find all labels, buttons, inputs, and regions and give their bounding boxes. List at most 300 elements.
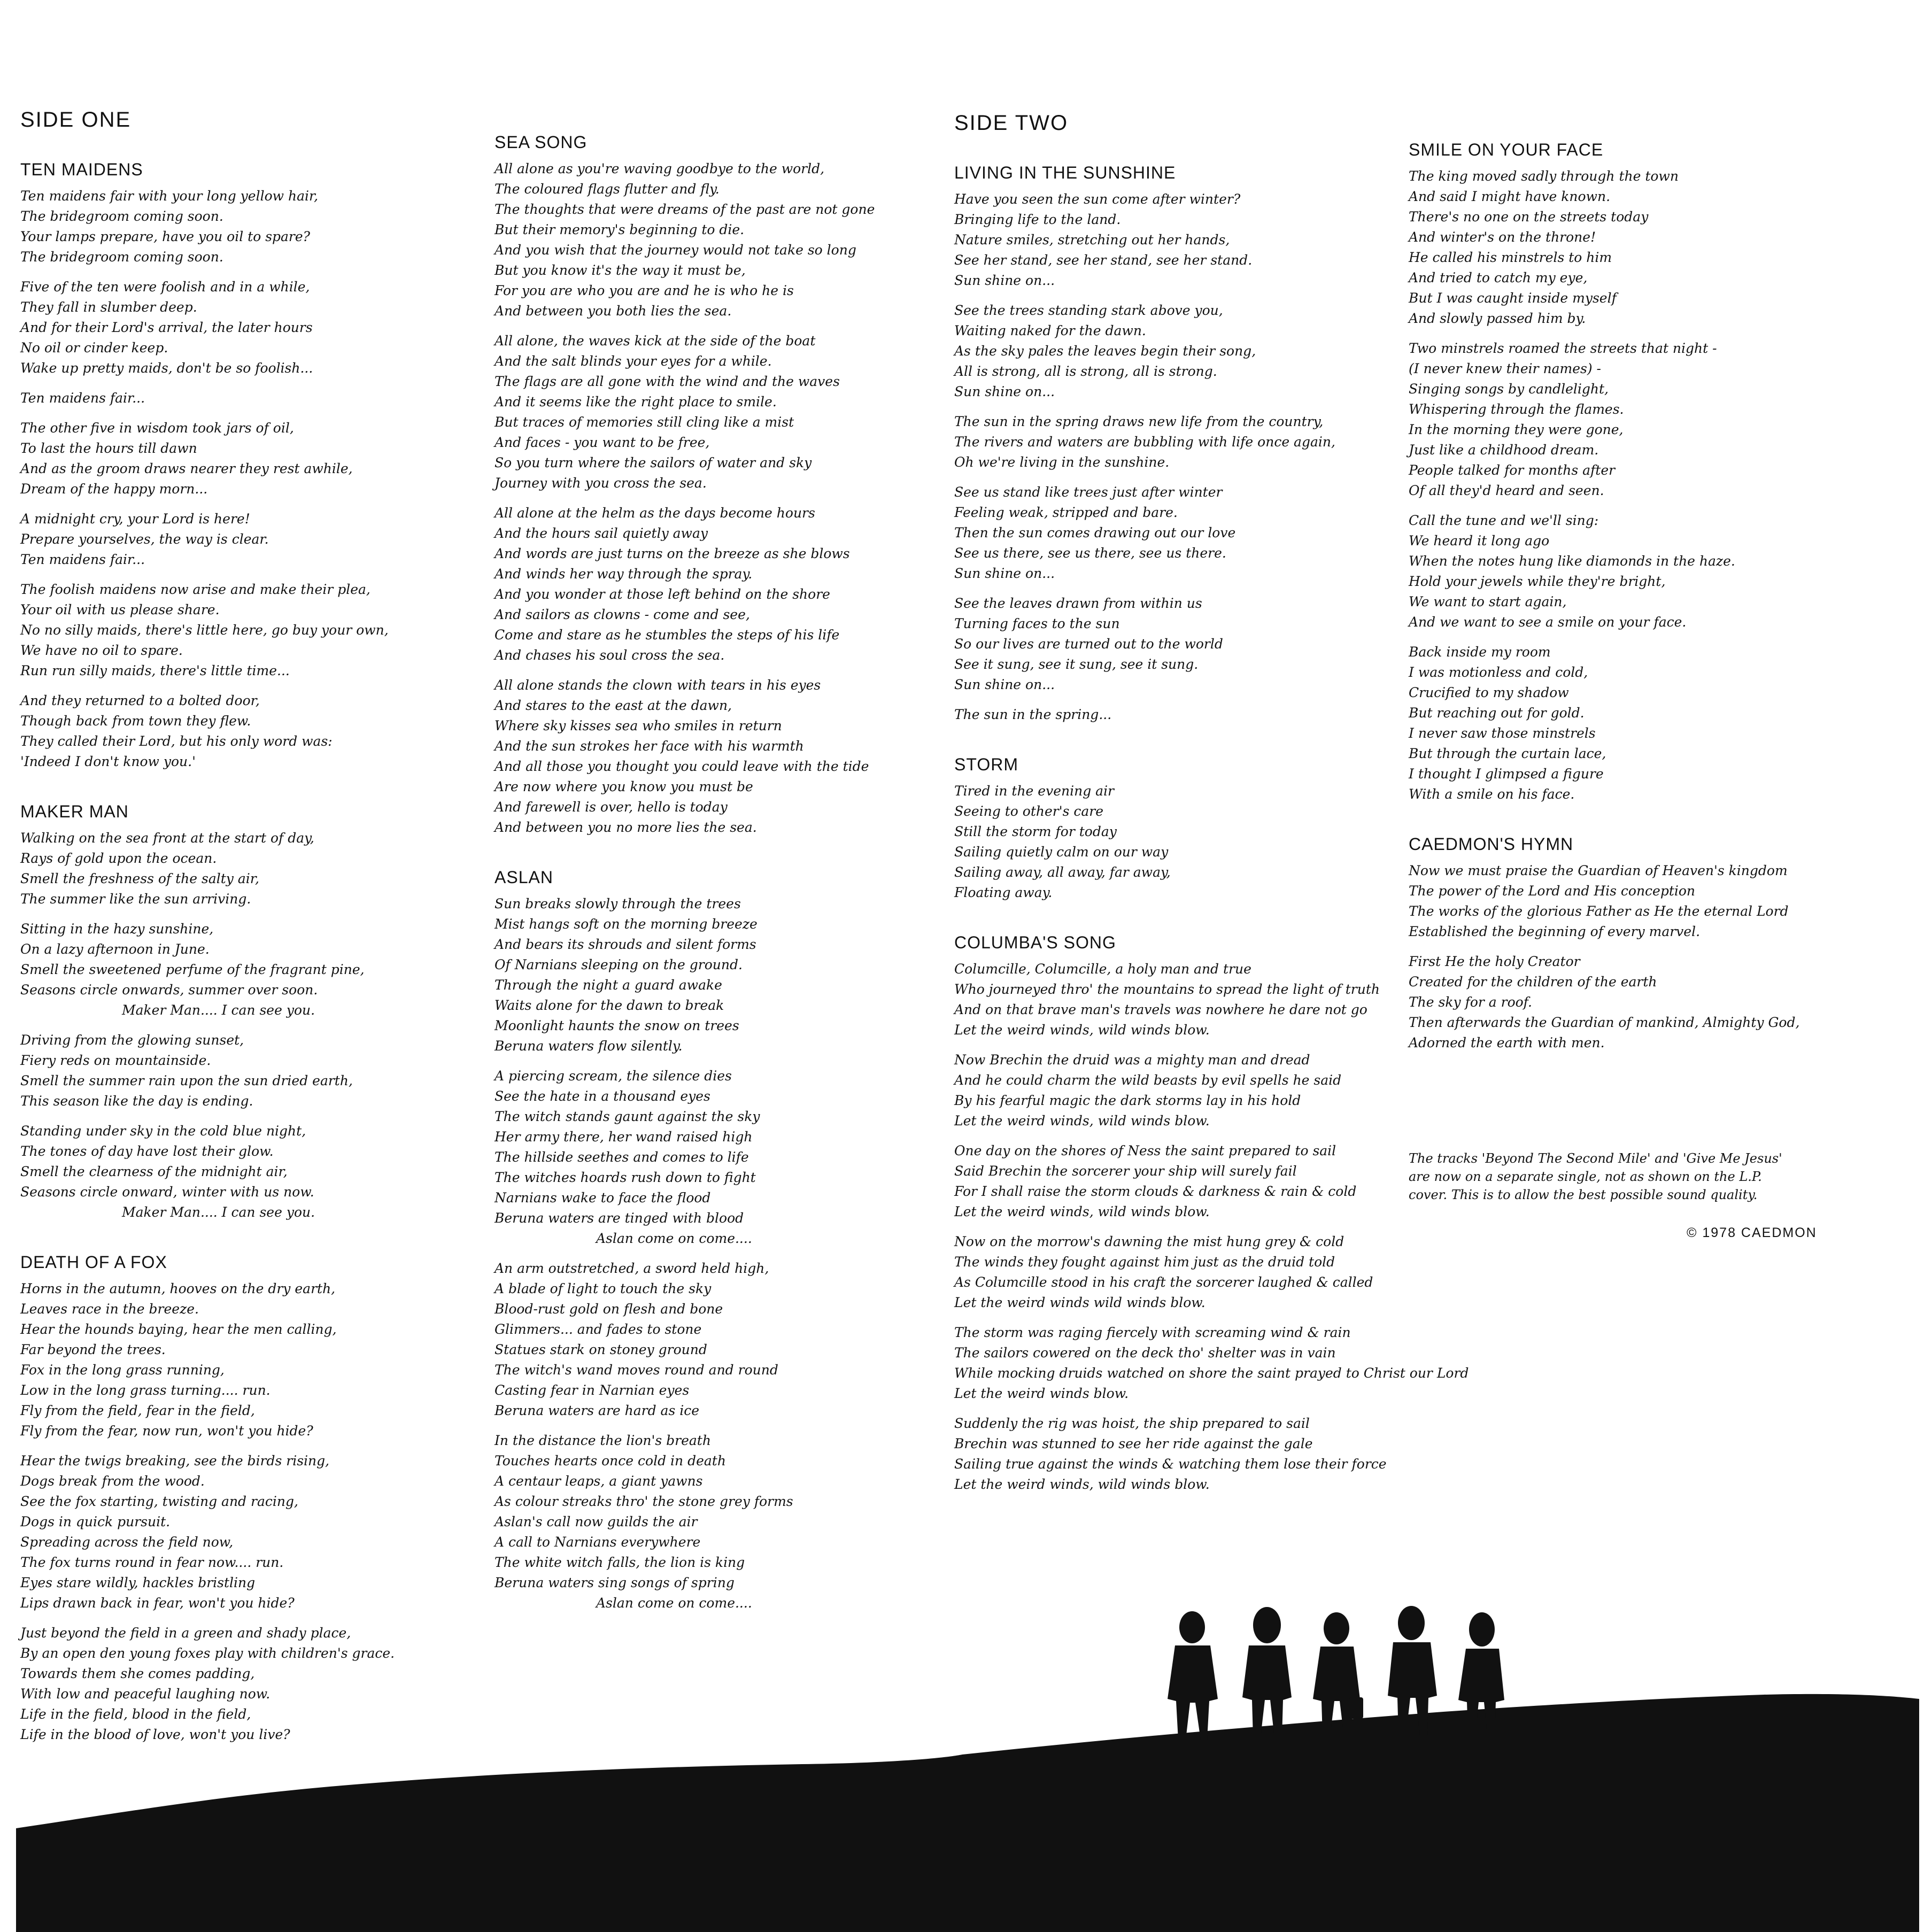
lyric-line: We have no oil to spare. [20,643,183,658]
lyric-line: And they returned to a bolted door, [20,693,260,708]
stanza [20,579,395,681]
stanza [954,412,1469,473]
lyric-line: Are now where you know you must be [494,779,753,794]
lyric-line: Sun shine on... [954,273,1055,288]
lyric-line: But you know it's the way it must be, [494,262,746,278]
lyric-line: Call the tune and we'll sing: [1409,513,1599,528]
lyric-line: Smell the freshness of the salty air, [20,871,259,886]
lyric-line: First He the holy Creator [1409,954,1580,969]
lyric-line: All is strong, all is strong, all is strong. [954,364,1217,379]
stanza [954,705,1469,725]
stanza [20,1121,395,1223]
lyric-line: And farewell is over, hello is today [494,799,728,815]
stanza [1409,642,1817,805]
lyric-line: And on that brave man's travels was nowhere he dare not go [954,1002,1367,1017]
lyric-line: Towards them she comes padding, [20,1666,255,1681]
lyric-line: All alone as you're waving goodbye to the world, [494,161,825,176]
lyric-line: Mist hangs soft on the morning breeze [494,916,758,932]
lyric-line: To last the hours till dawn [20,441,197,456]
lyric-line: The summer like the sun arriving. [20,891,251,907]
lyric-line: Seasons circle onward, winter with us now. [20,1184,314,1200]
lyric-line: Then afterwards the Guardian of mankind, Almighty God, [1409,1015,1800,1030]
stanza [20,691,395,772]
lyric-line: The foolish maidens now arise and make their plea, [20,582,370,597]
lyric-line: See the trees standing stark above you, [954,303,1223,318]
lyric-line: Of all they'd heard and seen. [1409,483,1604,498]
lyric-line: Beruna waters sing songs of spring [494,1575,735,1590]
lyric-line: All alone, the waves kick at the side of the boat [494,333,816,349]
lyric-line: Your lamps prepare, have you oil to spare? [20,229,311,244]
side-two-column-2 [1409,140,1817,1241]
lyric-line: Touches hearts once cold in death [494,1453,726,1469]
lyric-line: Blood-rust gold on flesh and bone [494,1301,723,1317]
song-maker-man [20,802,395,1223]
lyric-line: Casting fear in Narnian eyes [494,1382,690,1398]
lyric-line: The sun in the spring... [954,707,1112,722]
lyric-line: Her army there, her wand raised high [494,1129,753,1145]
lyric-line: Sailing quietly calm on our way [954,844,1169,860]
lyric-line: Life in the blood of love, won't you live? [20,1727,290,1742]
lyric-line: See us stand like trees just after winter [954,484,1223,500]
stanza [494,331,875,493]
stanza [954,300,1469,402]
lyric-line: Smell the clearness of the midnight air, [20,1164,288,1179]
lyric-line: Floating away. [954,885,1053,900]
lyric-line: Still the storm for today [954,824,1117,839]
lyric-line: Back inside my room [1409,644,1551,660]
lyric-line: Seeing to other's care [954,803,1104,819]
lyric-line: For you are who you are and he is who he is [494,283,794,298]
lyric-line: Sun shine on... [954,384,1055,399]
lyric-line: And tried to catch my eye, [1409,270,1588,285]
lyric-line: (I never knew their names) - [1409,361,1601,376]
lyric-line: We heard it long ago [1409,533,1550,548]
lyric-line: And between you no more lies the sea. [494,820,757,835]
stanza [494,159,875,321]
stanza [494,675,875,838]
lyric-line: Sailing true against the winds & watching them lose their force [954,1456,1387,1472]
song-title: COLUMBA'S SONG [954,933,1116,952]
lyric-line: Though back from town they flew. [20,713,251,729]
song-title: MAKER MAN [20,802,129,821]
lyric-line: Let the weird winds blow. [954,1386,1129,1401]
lyric-line: They fall in slumber deep. [20,299,197,315]
lyric-line: See the hate in a thousand eyes [494,1088,710,1104]
lyric-line: Dream of the happy morn... [20,481,208,497]
lyric-line: Smell the sweetened perfume of the fragrant pine, [20,962,365,977]
figure-1 [1168,1611,1218,1740]
stanza [954,959,1469,1040]
lyric-line: Five of the ten were foolish and in a while, [20,279,310,295]
lyric-line: No no silly maids, there's little here, go buy your own, [20,622,389,638]
figure-2 [1242,1607,1292,1737]
lyric-line: This season like the day is ending. [20,1093,253,1109]
lyric-line: And winds her way through the spray. [494,566,753,582]
stanza [954,1323,1469,1404]
lyric-line: And the sun strokes her face with his warmth [494,738,804,754]
lyric-line: And chases his soul cross the sea. [494,647,725,663]
side-heading: SIDE TWO [954,111,1069,135]
lyric-line: The sun in the spring draws new life from the country, [954,414,1324,429]
lyric-line: Now we must praise the Guardian of Heaven's kingdom [1409,863,1788,878]
lyric-line: A piercing scream, the silence dies [494,1068,732,1084]
lyric-line: Nature smiles, stretching out her hands, [954,232,1230,248]
lyric-line: And between you both lies the sea. [494,303,732,319]
lyric-line: Sitting in the hazy sunshine, [20,921,214,937]
lyric-line: And the hours sail quietly away [494,525,708,541]
lyric-line: See her stand, see her stand, see her stand. [954,252,1253,268]
stanza [494,1066,875,1249]
lyric-line: Journey with you cross the sea. [494,475,707,491]
lyric-line: Lips drawn back in fear, won't you hide? [20,1595,295,1611]
stanza [1409,338,1817,501]
song-columba-s-song [954,933,1469,1495]
lyric-line: Narnians wake to face the flood [494,1190,711,1205]
lyric-line: Brechin was stunned to see her ride against the gale [954,1436,1313,1451]
lyric-line: The tones of day have lost their glow. [20,1143,274,1159]
stanza [494,1258,875,1421]
lyric-line: Just beyond the field in a green and shady place, [20,1625,351,1641]
lyric-line: Sun shine on... [954,566,1055,581]
lyric-line: All alone stands the clown with tears in his eyes [494,677,821,693]
figure-3 [1313,1612,1363,1736]
lyric-line: Beruna waters are hard as ice [494,1403,700,1418]
lyric-line: The witch's wand moves round and round [494,1362,778,1378]
lyric-line: And it seems like the right place to smile. [494,394,777,409]
note-line: cover. This is to allow the best possible sound quality. [1409,1187,1758,1202]
stanza [954,1232,1469,1313]
song-living-in-the-sunshine [954,163,1469,725]
lyric-line: And he could charm the wild beasts by evil spells he said [954,1072,1342,1088]
lyric-line: The sailors cowered on the deck tho' shelter was in vain [954,1345,1336,1361]
lyric-line: Moonlight haunts the snow on trees [494,1018,739,1033]
lyric-line: With low and peaceful laughing now. [20,1686,271,1702]
lyric-line: By an open den young foxes play with children's grace. [20,1645,395,1661]
lyric-line: Fly from the field, fear in the field, [20,1403,255,1418]
lyric-line: Come and stare as he stumbles the steps of his life [494,627,840,643]
lyric-line: Adorned the earth with men. [1409,1035,1605,1050]
stanza [20,388,395,408]
lyric-line: He called his minstrels to him [1409,250,1612,265]
lyric-line: For I shall raise the storm clouds & darkness & rain & cold [954,1184,1357,1199]
lyric-line: Beruna waters are tinged with blood [494,1210,744,1226]
stanza [20,1451,395,1613]
lyric-line: The coloured flags flutter and fly. [494,181,720,197]
lyric-line: While mocking druids watched on shore the saint prayed to Christ our Lord [954,1365,1469,1381]
stanza [954,1141,1469,1222]
lyric-line: Hold your jewels while they're bright, [1409,574,1666,589]
lyric-line: Where sky kisses sea who smiles in return [494,718,782,733]
lyric-line: Eyes stare wildly, hackles bristling [20,1575,256,1590]
lyric-line: Fly from the fear, now run, won't you hide? [20,1423,313,1439]
lyric-line: Let the weird winds, wild winds blow. [954,1204,1210,1219]
stanza [20,186,395,267]
lyric-line: Aslan's call now guilds the air [494,1514,698,1529]
lyric-line: Through the night a guard awake [494,977,722,993]
song-title: SMILE ON YOUR FACE [1409,140,1604,159]
song-title: SEA SONG [494,133,588,152]
lyric-line: Aslan come on come.... [596,1595,752,1611]
stanza [1409,952,1817,1053]
side-two-column [954,111,1469,1525]
lyric-line: And all those you thought you could leave with the tide [494,759,869,774]
lyric-line: Now Brechin the druid was a mighty man and dread [954,1052,1310,1068]
lyric-line: And you wonder at those left behind on the shore [494,586,830,602]
lyric-line: Low in the long grass turning.... run. [20,1382,271,1398]
lyric-line: The power of the Lord and His conception [1409,883,1696,899]
lyric-line: Rays of gold upon the ocean. [20,851,217,866]
lyric-line: One day on the shores of Ness the saint prepared to sail [954,1143,1336,1158]
lyric-line: Smell the summer rain upon the sun dried earth, [20,1073,353,1088]
lyric-line: Just like a childhood dream. [1409,442,1599,458]
lyric-line: Bringing life to the land. [954,212,1121,227]
song-caedmon-s-hymn [1409,834,1817,1053]
lyric-line: Let the weird winds, wild winds blow. [954,1477,1210,1492]
lyric-line: See the fox starting, twisting and racing, [20,1494,298,1509]
lyric-line: See it sung, see it sung, see it sung. [954,656,1199,672]
lyric-line: Walking on the sea front at the start of day, [20,830,314,846]
lyric-line: I was motionless and cold, [1409,664,1588,680]
lyric-line: And stares to the east at the dawn, [494,698,732,713]
lyric-line: But I was caught inside myself [1409,290,1617,306]
side-heading: SIDE ONE [20,108,132,132]
stanza [494,1431,875,1613]
lyric-line: People talked for months after [1409,462,1616,478]
stanza [20,277,395,378]
lyric-line: And the salt blinds your eyes for a while. [494,353,772,369]
lyric-line: Hear the hounds baying, hear the men calling, [20,1322,337,1337]
lyric-line: We want to start again, [1409,594,1567,609]
lyric-line: Spreading across the field now, [20,1534,234,1550]
lyric-line: But through the curtain lace, [1409,746,1606,761]
lyric-line: And winter's on the throne! [1409,229,1596,245]
lyric-line: And as the groom draws nearer they rest awhile, [20,461,353,476]
lyric-line: Ten maidens fair with your long yellow hair, [20,188,319,204]
lyric-line: But traces of memories still cling like a mist [494,414,794,430]
lyric-line: Let the weird winds, wild winds blow. [954,1113,1210,1129]
lyric-line: A blade of light to touch the sky [494,1281,712,1296]
lyric-line: With a smile on his face. [1409,786,1575,802]
stanza [954,781,1469,903]
lyric-line: The hillside seethes and comes to life [494,1149,749,1165]
lyric-line: The bridegroom coming soon. [20,208,223,224]
lyric-line: So you turn where the sailors of water and sky [494,455,812,470]
note-line: are now on a separate single, not as shown on the L.P. [1409,1169,1762,1184]
stanza [494,894,875,1056]
lyric-line: Sailing away, all away, far away, [954,864,1171,880]
lyric-line: Have you seen the sun come after winter? [954,191,1241,207]
lyric-line: Fox in the long grass running, [20,1362,225,1378]
lyric-line: Waits alone for the dawn to break [494,998,724,1013]
lyric-line: Dogs in quick pursuit. [20,1514,171,1529]
lyric-line: Maker Man.... I can see you. [122,1002,315,1018]
lyric-line: Beruna waters flow silently. [494,1038,683,1054]
lyric-line: Statues stark on stoney ground [494,1342,707,1357]
lyric-line: And you wish that the journey would not take so long [494,242,856,258]
copyright-notice: © 1978 CAEDMON [1687,1225,1817,1240]
lyric-line: On a lazy afternoon in June. [20,941,210,957]
lyric-line: I thought I glimpsed a figure [1409,766,1604,782]
lyric-line: The witches hoards rush down to fight [494,1170,756,1185]
lyric-line: By his fearful magic the dark storms lay in his hold [954,1093,1301,1108]
lyric-line: Sun breaks slowly through the trees [494,896,741,911]
lyric-line: Oh we're living in the sunshine. [954,454,1170,470]
song-aslan [494,868,875,1613]
lyric-line: Hear the twigs breaking, see the birds rising, [20,1453,330,1469]
lyric-line: No oil or cinder keep. [20,340,168,356]
stanza [20,509,395,570]
side-one-column [20,108,395,1775]
lyric-line: A midnight cry, your Lord is here! [20,511,250,527]
stanza [954,1050,1469,1131]
lyric-line: Seasons circle onwards, summer over soon. [20,982,318,998]
lyric-line: And bears its shrouds and silent forms [494,937,756,952]
lyric-line: An arm outstretched, a sword held high, [494,1261,769,1276]
lyric-line: The other five in wisdom took jars of oil, [20,420,294,436]
lyric-line: Established the beginning of every marvel. [1409,924,1701,939]
lyric-line: As colour streaks thro' the stone grey forms [494,1494,793,1509]
stanza [1409,166,1817,329]
stanza [20,919,395,1021]
lyric-line: Crucified to my shadow [1409,685,1569,700]
lyric-line: Let the weird winds, wild winds blow. [954,1022,1210,1038]
song-title: ASLAN [494,868,553,887]
stanza [1409,511,1817,632]
lyric-line: Horns in the autumn, hooves on the dry earth, [20,1281,336,1296]
lyric-line: The thoughts that were dreams of the past are not gone [494,202,875,217]
lyric-line: In the morning they were gone, [1409,422,1624,437]
song-title: LIVING IN THE SUNSHINE [954,163,1176,182]
lyric-line: All alone at the helm as the days become hours [494,505,815,521]
song-sea-song [494,133,875,838]
stanza [1409,861,1817,942]
lyric-line: Suddenly the rig was hoist, the ship prepared to sail [954,1416,1310,1431]
band-silhouette-illustration [0,1604,1932,1932]
lyric-line: Singing songs by candlelight, [1409,381,1609,397]
lyric-line: 'Indeed I don't know you.' [20,754,196,769]
song-storm [954,755,1469,903]
lyric-line: The white witch falls, the lion is king [494,1555,745,1570]
song-title: CAEDMON'S HYMN [1409,834,1574,854]
song-title: TEN MAIDENS [20,160,143,179]
lyric-line: Far beyond the trees. [20,1342,166,1357]
lyric-line: Maker Man.... I can see you. [122,1204,315,1220]
lyric-line: Two minstrels roamed the streets that night - [1409,341,1717,356]
lyric-line: The storm was raging fiercely with screaming wind & rain [954,1325,1351,1340]
lyric-line: Dogs break from the wood. [20,1473,205,1489]
lyric-line: The bridegroom coming soon. [20,249,223,265]
lyric-line: Let the weird winds wild winds blow. [954,1295,1205,1310]
lyric-line: The flags are all gone with the wind and the waves [494,374,840,389]
lyric-line: They called their Lord, but his only word was: [20,733,333,749]
lyric-line: Ten maidens fair... [20,390,145,406]
lyric-line: Columcille, Columcille, a holy man and true [954,961,1251,977]
lyric-line: Your oil with us please share. [20,602,220,617]
lyric-line: Of Narnians sleeping on the ground. [494,957,743,972]
lyric-line: But reaching out for gold. [1409,705,1585,721]
lyric-line: And words are just turns on the breeze as she blows [494,546,850,561]
lyric-line: See us there, see us there, see us there. [954,545,1226,561]
lyric-line: And sailors as clowns - come and see, [494,607,750,622]
lyric-line: The king moved sadly through the town [1409,168,1679,184]
lyric-line: A centaur leaps, a giant yawns [494,1473,703,1489]
lyric-line: As the sky pales the leaves begin their song, [954,343,1256,359]
lyric-line: Now on the morrow's dawning the mist hung grey & cold [954,1234,1344,1249]
lyric-line: The winds they fought against him just as the druid told [954,1254,1335,1270]
lyric-line: A call to Narnians everywhere [494,1534,701,1550]
lyric-line: Waiting naked for the dawn. [954,323,1146,338]
lyric-line: The witch stands gaunt against the sky [494,1109,760,1124]
stanza [954,482,1469,584]
stanza [954,1413,1469,1495]
lyric-line: In the distance the lion's breath [494,1433,711,1448]
lyric-line: Run run silly maids, there's little time... [20,663,290,678]
lyric-line: Life in the field, blood in the field, [20,1706,251,1722]
hill-silhouette [16,1694,1919,1932]
lyric-line: Whispering through the flames. [1409,401,1624,417]
lyric-line: The works of the glorious Father as He the eternal Lord [1409,903,1789,919]
stanza [20,1279,395,1441]
lyric-line: Prepare yourselves, the way is clear. [20,531,269,547]
lyric-line: Tired in the evening air [954,783,1115,799]
lyric-line: Standing under sky in the cold blue night, [20,1123,306,1139]
lyric-line: Ten maidens fair... [20,552,145,567]
lyric-line: And we want to see a smile on your face. [1409,614,1687,630]
track-note [1409,1149,1817,1204]
stanza [954,593,1469,695]
lyric-line: Turning faces to the sun [954,616,1120,631]
lyric-line: Who journeyed thro' the mountains to spread the light of truth [954,982,1380,997]
lyric-line: But their memory's beginning to die. [494,222,745,237]
lyric-line: So our lives are turned out to the world [954,636,1223,652]
lyric-line: The rivers and waters are bubbling with life once again, [954,434,1335,450]
lyric-line: The fox turns round in fear now.... run. [20,1555,284,1570]
lyric-line: Said Brechin the sorcerer your ship will surely fail [954,1163,1297,1179]
lyric-line: And slowly passed him by. [1409,311,1586,326]
lyric-line: Aslan come on come.... [596,1231,752,1246]
lyric-line: As Columcille stood in his craft the sorcerer laughed & called [954,1274,1373,1290]
side-one-column-2 [494,133,875,1643]
song-title: STORM [954,755,1018,774]
lyric-line: Sun shine on... [954,677,1055,692]
song-ten-maidens [20,160,395,772]
lyric-line: See the leaves drawn from within us [954,596,1202,611]
stanza [954,189,1469,291]
song-smile-on-your-face [1409,140,1817,805]
lyric-line: Wake up pretty maids, don't be so foolish... [20,360,313,376]
lyric-line: And said I might have known. [1409,189,1611,204]
lyric-line: The sky for a roof. [1409,994,1532,1010]
lyric-line: Then the sun comes drawing out our love [954,525,1236,540]
stanza [20,1030,395,1111]
lyric-line: Fiery reds on mountainside. [20,1053,211,1068]
lyric-line: I never saw those minstrels [1409,725,1596,741]
lyric-line: Created for the children of the earth [1409,974,1657,990]
lyric-line: When the notes hung like diamonds in the haze. [1409,553,1735,569]
song-title: DEATH OF A FOX [20,1253,167,1272]
lyric-line: And for their Lord's arrival, the later hours [20,320,313,335]
stanza [20,828,395,909]
stanza [494,503,875,666]
note-line: The tracks 'Beyond The Second Mile' and 'Give Me Jesus' [1409,1151,1782,1166]
lyric-line: Glimmers... and fades to stone [494,1322,702,1337]
lyric-line: Leaves race in the breeze. [20,1301,199,1317]
lyric-line: There's no one on the streets today [1409,209,1649,225]
lyric-line: Driving from the glowing sunset, [20,1032,244,1048]
lyric-line: Feeling weak, stripped and bare. [954,505,1178,520]
lyric-line: And faces - you want to be free, [494,435,710,450]
stanza [20,418,395,499]
